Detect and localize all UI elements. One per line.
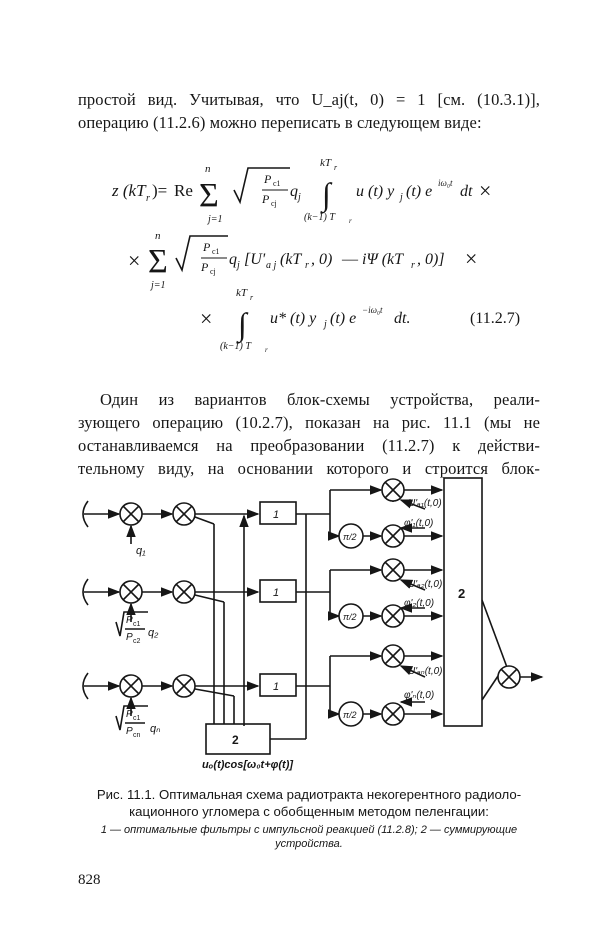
weight-mixer xyxy=(120,675,142,697)
svg-text:(k−1) T: (k−1) T xyxy=(220,341,251,352)
text-line: простой вид. Учитывая, что U_aj(t, 0) = 1 [см. (10.3.1)], xyxy=(78,90,540,109)
weight-mixer xyxy=(120,581,142,603)
ratio-num: P xyxy=(264,172,272,186)
channel-row-2 xyxy=(83,559,442,645)
svg-text:r: r xyxy=(334,163,338,172)
svg-text:r: r xyxy=(305,260,309,271)
svg-text:(k−1) T: (k−1) T xyxy=(304,212,335,223)
svg-text:U'ₐ₁(t,0): U'ₐ₁(t,0) xyxy=(408,498,442,509)
svg-text:×: × xyxy=(200,306,213,331)
svg-text:q₁: q₁ xyxy=(136,545,146,557)
svg-text:q: q xyxy=(229,251,237,268)
svg-text:π/2: π/2 xyxy=(343,612,357,622)
svg-text:1: 1 xyxy=(273,587,280,599)
svg-text:U'ₐₙ(t,0): U'ₐₙ(t,0) xyxy=(408,666,443,677)
svg-text:kT: kT xyxy=(236,287,247,299)
caption-notes-line: устройства. xyxy=(275,838,343,850)
svg-text:c1: c1 xyxy=(133,621,141,628)
svg-text:π/2: π/2 xyxy=(343,532,357,542)
svg-text:φ'₂(t,0): φ'₂(t,0) xyxy=(404,598,435,609)
svg-text:φ'ₙ(t,0): φ'ₙ(t,0) xyxy=(404,690,435,701)
svg-text:)=: )= xyxy=(152,181,168,200)
svg-text:c1: c1 xyxy=(273,179,281,188)
svg-text:P: P xyxy=(126,726,133,737)
svg-text:c1: c1 xyxy=(133,715,141,722)
svg-text:Σ: Σ xyxy=(148,243,168,280)
eq-lhs: z (kT xyxy=(112,181,146,200)
svg-text:2: 2 xyxy=(232,733,239,747)
text-line: операцию (11.2.6) можно переписать в следующем виде: xyxy=(78,113,482,132)
svg-text:(t) e: (t) e xyxy=(330,310,357,327)
svg-text:[U': [U' xyxy=(244,251,266,268)
svg-text:cj: cj xyxy=(210,267,216,276)
svg-text:r: r xyxy=(349,217,352,225)
svg-text:P: P xyxy=(203,240,211,254)
reference-mixer xyxy=(173,503,195,525)
svg-text:j: j xyxy=(298,192,301,203)
svg-text:, 0): , 0) xyxy=(311,251,333,268)
figure-caption xyxy=(78,786,540,851)
svg-text:j: j xyxy=(324,319,327,330)
svg-text:iω₀t: iω₀t xyxy=(438,178,453,188)
reference-signal-label: uₒ(t)cos[ω₀t+φ(t)] xyxy=(202,759,294,771)
svg-text:kT: kT xyxy=(320,157,331,169)
antenna-icon xyxy=(83,579,102,605)
svg-text:r: r xyxy=(250,293,254,302)
svg-text:c2: c2 xyxy=(133,638,141,645)
svg-text:dt.: dt. xyxy=(394,310,411,327)
eq-sub: r xyxy=(146,193,150,204)
sum-lower: j=1 xyxy=(208,214,223,225)
svg-text:u (t) y: u (t) y xyxy=(356,183,395,200)
svg-text:×: × xyxy=(128,248,141,273)
equation-number: (11.2.7) xyxy=(470,310,521,327)
paragraph-block-diagram xyxy=(78,388,540,480)
svg-text:j: j xyxy=(400,192,403,203)
svg-text:2: 2 xyxy=(458,586,466,601)
caption-title-line: кационного угломера с обобщенным методом пеленгации: xyxy=(129,804,489,819)
svg-text:(kT: (kT xyxy=(280,251,302,268)
text-line: зующего операцию (10.2.7), показан на рис. 11.1 (мы не xyxy=(78,413,540,432)
svg-text:—: — xyxy=(342,251,358,268)
svg-text:j: j xyxy=(237,260,240,271)
page-number: 828 xyxy=(78,872,101,888)
text-line: тельному виду, на основании которого и строится блок- xyxy=(78,459,540,478)
svg-text:1: 1 xyxy=(273,681,280,693)
svg-text:cj: cj xyxy=(271,199,277,208)
caption-notes-line: 1 — оптимальные фильтры с импульсной реакцией (11.2.8); 2 — суммирующие xyxy=(100,824,518,836)
svg-text:P: P xyxy=(201,260,209,274)
channel-row-1 xyxy=(83,479,442,557)
summing-device-main xyxy=(444,478,482,726)
reference-mixer xyxy=(173,581,195,603)
svg-text:Σ: Σ xyxy=(199,177,219,214)
svg-text:P: P xyxy=(262,192,270,206)
block-diagram-figure xyxy=(0,470,616,780)
antenna-icon xyxy=(83,501,102,527)
reference-mixer xyxy=(173,675,195,697)
text-line: останавливаемся на преобразовании (11.2.7) к действи- xyxy=(78,436,540,455)
svg-text:iΨ (kT: iΨ (kT xyxy=(362,251,404,268)
svg-text:u* (t) y: u* (t) y xyxy=(270,310,317,327)
svg-text:r: r xyxy=(265,346,268,354)
text-line: Один из вариантов блок-схемы устройства, реали- xyxy=(100,390,540,409)
svg-text:P: P xyxy=(126,632,133,643)
svg-text:c1: c1 xyxy=(212,247,220,256)
svg-text:q₂: q₂ xyxy=(148,627,159,639)
antenna-icon xyxy=(83,673,102,699)
svg-text:φ'₁(t,0): φ'₁(t,0) xyxy=(404,518,434,529)
svg-text:P: P xyxy=(126,709,133,720)
svg-text:j=1: j=1 xyxy=(151,280,166,291)
svg-text:∫: ∫ xyxy=(238,306,247,342)
svg-text:q: q xyxy=(290,183,298,200)
svg-text:dt: dt xyxy=(460,183,473,200)
svg-text:(t) e: (t) e xyxy=(406,183,433,200)
sum-upper: n xyxy=(205,163,211,175)
equation-11-2-7 xyxy=(0,0,616,360)
eq-re: Re xyxy=(174,181,193,200)
svg-text:−iω₀t: −iω₀t xyxy=(362,305,383,315)
svg-text:U'ₐ₂(t,0): U'ₐ₂(t,0) xyxy=(408,579,443,590)
svg-text:qₙ: qₙ xyxy=(150,723,161,735)
svg-text:r: r xyxy=(411,260,415,271)
svg-text:∫: ∫ xyxy=(322,176,331,212)
svg-text:P: P xyxy=(126,615,133,626)
svg-text:1: 1 xyxy=(273,509,280,521)
svg-text:n: n xyxy=(155,230,161,242)
output-mixer xyxy=(498,666,520,688)
svg-text:π/2: π/2 xyxy=(343,710,357,720)
caption-title-line: Рис. 11.1. Оптимальная схема радиотракта некогерентного радиоло- xyxy=(96,787,522,802)
svg-text:cn: cn xyxy=(133,732,141,739)
svg-text:, 0)]: , 0)] xyxy=(417,251,445,268)
svg-text:×: × xyxy=(465,246,478,271)
weight-mixer xyxy=(120,503,142,525)
svg-text:a j: a j xyxy=(266,260,277,271)
svg-text:×: × xyxy=(479,178,492,203)
